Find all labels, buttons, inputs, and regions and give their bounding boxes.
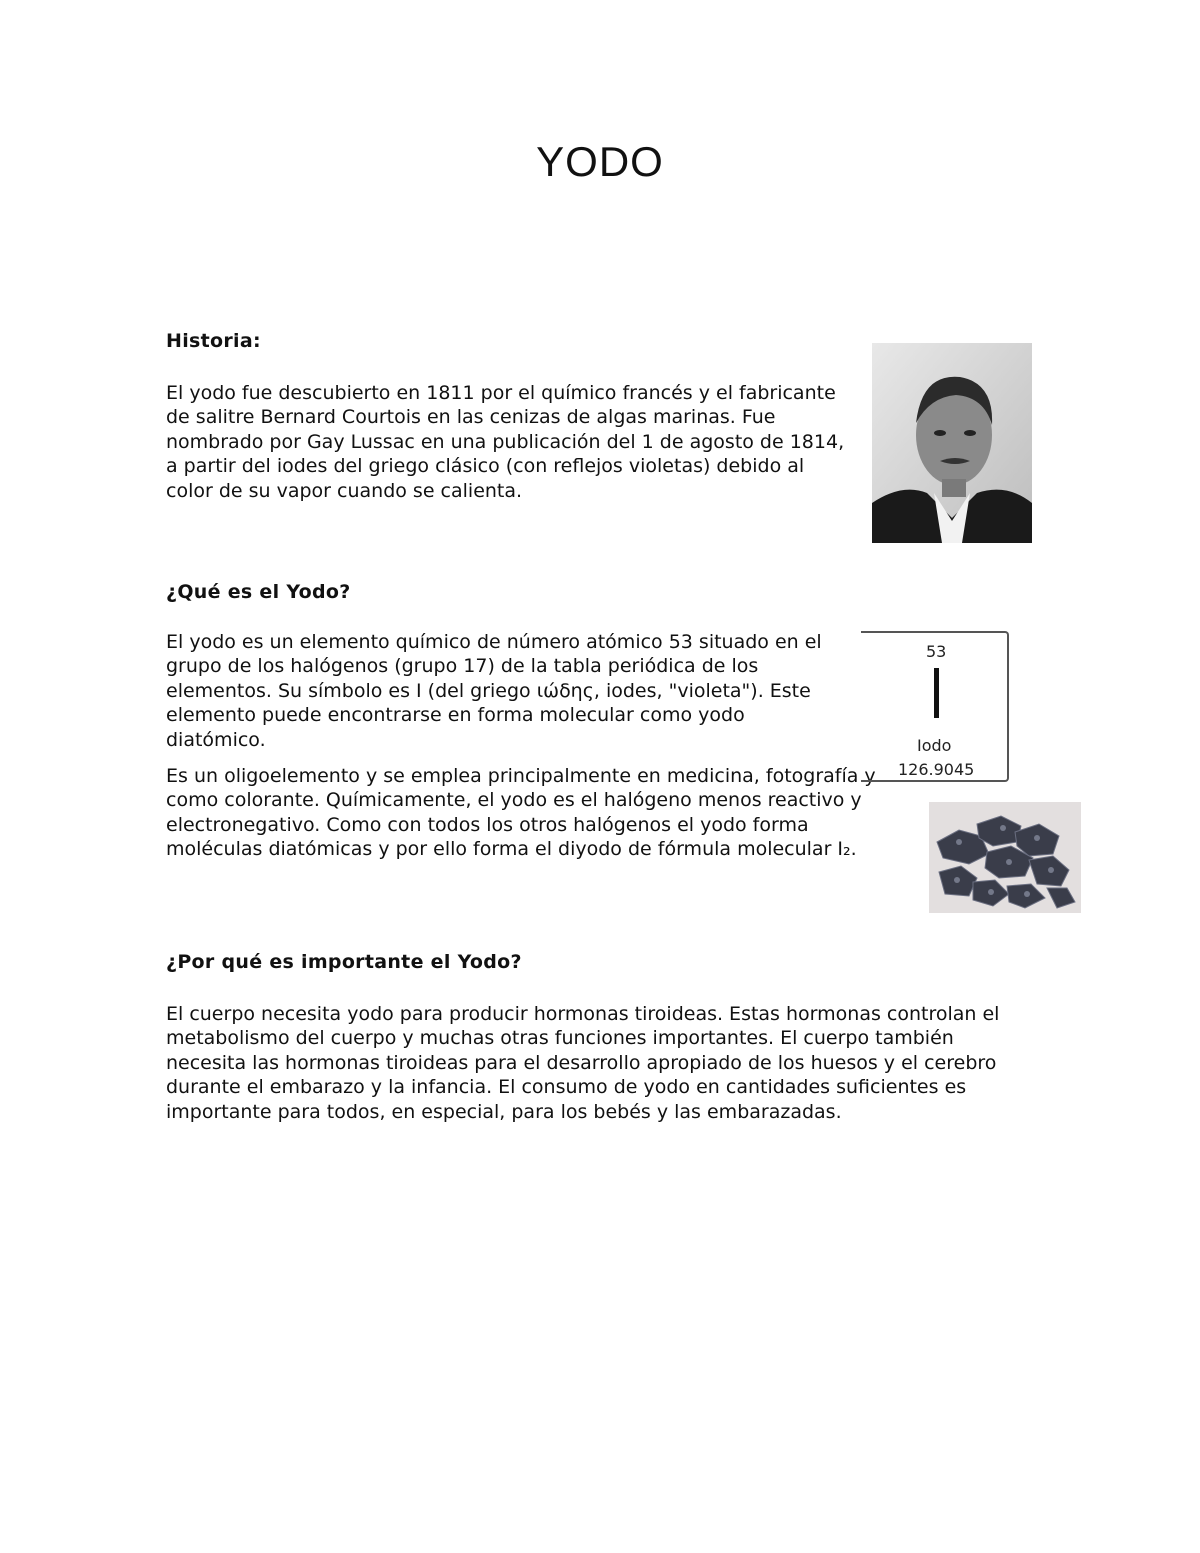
atomic-mass: 126.9045 <box>898 760 975 779</box>
element-name: Iodo <box>917 736 952 755</box>
atomic-number: 53 <box>926 642 947 661</box>
historia-paragraph <box>166 381 846 503</box>
importante-heading: ¿Por qué es importante el Yodo? <box>166 951 522 973</box>
que-es-body-2: Es un oligoelemento y se emplea principalmente en medicina, fotografía y como colorante. Químicamente, el yodo es el halógeno menos reactivo y electronegativo. Como con todos los otros halógenos el yodo forma moléculas diatómicas y por ello forma el diyodo de fórmula molecular I₂. <box>166 765 876 861</box>
periodic-element-card <box>861 631 1009 782</box>
element-symbol-i-icon <box>934 668 939 718</box>
historia-body: El yodo fue descubierto en 1811 por el químico francés y el fabricante de salitre Bernard Courtois en las cenizas de algas marinas. Fue nombrado por Gay Lussac en una publicación del 1 de agosto de 1814, a partir del iodes del griego clásico (con reflejos violetas) debido al color de su vapor cuando se calienta. <box>166 382 845 502</box>
page-title: YODO <box>536 138 664 185</box>
que-es-paragraph-2 <box>166 764 901 862</box>
que-es-paragraph-1 <box>166 630 841 752</box>
importante-body: El cuerpo necesita yodo para producir hormonas tiroideas. Estas hormonas controlan el metabolismo del cuerpo y muchas otras funciones importantes. El cuerpo también necesita las hormonas tiroideas para el desarrollo apropiado de los huesos y el cerebro durante el embarazo y la infancia. El consumo de yodo en cantidades suficientes es importante para todos, en especial, para los bebés y las embarazadas. <box>166 1003 1000 1123</box>
que-es-body-1: El yodo es un elemento químico de número atómico 53 situado en el grupo de los halógenos (grupo 17) de la tabla periódica de los elementos. Su símbolo es I (del griego ιώδης, iodes, "violeta"). Este elemento puede encontrarse en forma molecular como yodo diatómico. <box>166 631 822 751</box>
importante-paragraph <box>166 1002 1036 1124</box>
historia-heading: Historia: <box>166 330 261 352</box>
iodine-crystals-photo <box>929 802 1081 913</box>
que-es-heading: ¿Qué es el Yodo? <box>166 581 351 603</box>
portrait-photo <box>872 343 1032 543</box>
